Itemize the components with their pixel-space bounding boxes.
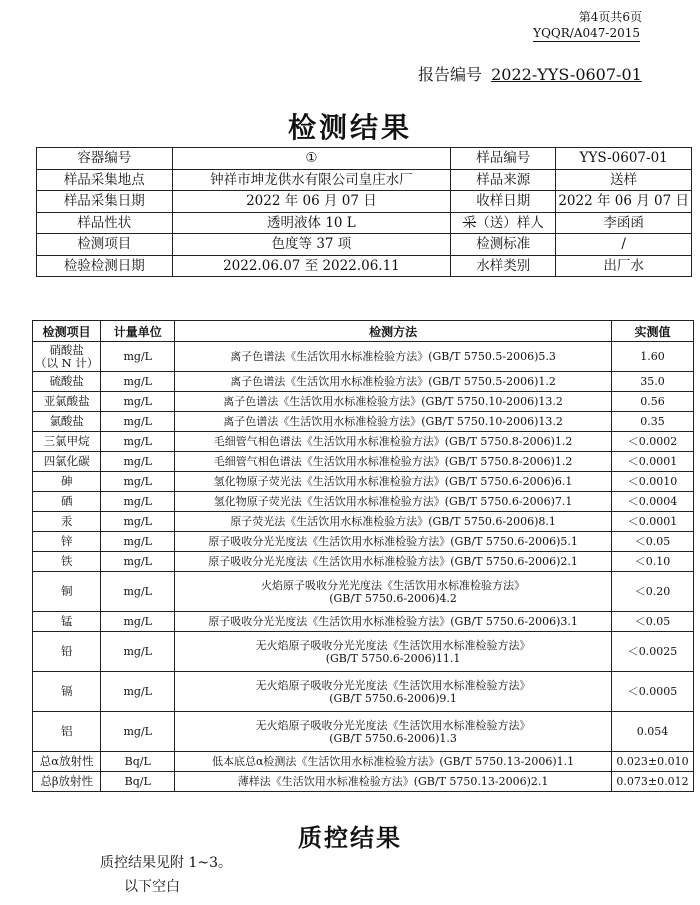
result-method [175, 342, 612, 372]
table-row [33, 412, 694, 432]
result-item [33, 472, 101, 492]
info-value: / [556, 234, 692, 256]
result-item [33, 532, 101, 552]
result-item [33, 752, 101, 772]
result-method [175, 672, 612, 712]
result-item-name: 汞 [60, 514, 73, 528]
info-label: 容器编号 [37, 148, 173, 170]
result-item-name: 硒 [60, 494, 73, 508]
result-method [175, 452, 612, 472]
result-item-note: （以 N 计） [35, 355, 99, 370]
report-number-label: 报告编号 [418, 65, 483, 84]
info-value: 透明液体 10 L [172, 212, 451, 234]
result-method-standard: (GB/T 5750.6-2006)11.1 [325, 651, 461, 665]
result-method-text: 无火焰原子吸收分光光度法《生活饮用水标准检验方法》 [255, 638, 531, 652]
result-method-text: 氢化物原子荧光法《生活饮用水标准检验方法》(GB/T 5750.6-2006)7.1 [213, 495, 573, 508]
result-unit: mg/L [101, 712, 175, 752]
result-unit: mg/L [101, 612, 175, 632]
info-value: 色度等 37 项 [172, 234, 451, 256]
result-method [175, 612, 612, 632]
result-value: ＜0.0004 [612, 492, 694, 512]
result-method [175, 392, 612, 412]
info-value: 出厂水 [556, 255, 692, 277]
info-row [37, 212, 692, 234]
result-method-text: 低本底总α检测法《生活饮用水标准检验方法》(GB/T 5750.13-2006)1.1 [212, 755, 575, 768]
result-method-text: 原子吸收分光光度法《生活饮用水标准检验方法》(GB/T 5750.6-2006)3.1 [208, 615, 578, 628]
info-label: 样品采集日期 [37, 191, 173, 213]
result-method-text: 毛细管气相色谱法《生活饮用水标准检验方法》(GB/T 5750.8-2006)1.2 [213, 435, 573, 448]
result-unit: mg/L [101, 392, 175, 412]
page-title: 检测结果 [287, 111, 412, 144]
table-row [33, 512, 694, 532]
result-method-standard: (GB/T 5750.6-2006)1.3 [329, 731, 457, 745]
info-label: 收样日期 [451, 191, 556, 213]
result-unit: mg/L [101, 492, 175, 512]
result-unit: mg/L [101, 372, 175, 392]
result-method [175, 532, 612, 552]
result-method [175, 372, 612, 392]
result-method-text: 火焰原子吸收分光光度法《生活饮用水标准检验方法》 [261, 578, 526, 592]
report-number-line [418, 62, 642, 85]
info-label: 样品来源 [451, 169, 556, 191]
result-item-name: 总β放射性 [40, 774, 94, 788]
result-item [33, 772, 101, 792]
table-row [33, 532, 694, 552]
result-unit: mg/L [101, 572, 175, 612]
result-item-name: 锰 [60, 614, 73, 628]
report-number: 2022-YYS-0607-01 [491, 65, 642, 84]
result-method [175, 752, 612, 772]
result-unit: mg/L [101, 472, 175, 492]
info-value: ① [172, 148, 451, 170]
qc-title: 质控结果 [298, 823, 402, 852]
struck-text: 采 [462, 214, 477, 231]
result-unit: mg/L [101, 632, 175, 672]
info-row [37, 191, 692, 213]
result-method [175, 492, 612, 512]
result-unit: mg/L [101, 512, 175, 532]
result-item-name: 铁 [60, 554, 73, 568]
result-method-text: 离子色谱法《生活饮用水标准检验方法》(GB/T 5750.10-2006)13.2 [223, 415, 563, 428]
table-row [33, 752, 694, 772]
result-unit: mg/L [101, 342, 175, 372]
info-row [37, 169, 692, 191]
result-value: ＜0.0010 [612, 472, 694, 492]
results-table [32, 320, 694, 792]
result-item [33, 632, 101, 672]
result-method [175, 632, 612, 672]
result-unit: Bq/L [101, 772, 175, 792]
table-row [33, 712, 694, 752]
info-label: 样品性状 [37, 212, 173, 234]
result-item-name: 硫酸盐 [49, 374, 84, 388]
result-item [33, 392, 101, 412]
result-item-name: 氯酸盐 [49, 414, 84, 428]
result-unit: mg/L [101, 412, 175, 432]
result-item-name: 锌 [60, 534, 73, 548]
info-value: 李函函 [556, 212, 692, 234]
result-method-text: 离子色谱法《生活饮用水标准检验方法》(GB/T 5750.10-2006)13.2 [223, 395, 563, 408]
result-method-standard: (GB/T 5750.6-2006)9.1 [329, 691, 457, 705]
table-row [33, 632, 694, 672]
result-item-name: 三氯甲烷 [43, 434, 90, 448]
info-value: 2022 年 06 月 07 日 [172, 191, 451, 213]
result-value: 35.0 [612, 372, 694, 392]
result-value: ＜0.20 [612, 572, 694, 612]
info-value: YYS-0607-01 [556, 148, 692, 170]
info-label-text: （送）样人 [476, 214, 544, 231]
table-row [33, 672, 694, 712]
result-item [33, 342, 101, 372]
info-row [37, 255, 692, 277]
info-label: 样品编号 [451, 148, 556, 170]
result-method [175, 472, 612, 492]
result-unit: mg/L [101, 452, 175, 472]
result-method [175, 712, 612, 752]
result-unit: mg/L [101, 432, 175, 452]
result-item [33, 612, 101, 632]
result-method-text: 无火焰原子吸收分光光度法《生活饮用水标准检验方法》 [255, 678, 531, 692]
result-method-text: 离子色谱法《生活饮用水标准检验方法》(GB/T 5750.5-2006)5.3 [230, 350, 556, 363]
result-value: 0.023±0.010 [612, 752, 694, 772]
result-method [175, 412, 612, 432]
result-value: 0.073±0.012 [612, 772, 694, 792]
result-unit: mg/L [101, 672, 175, 712]
result-method [175, 552, 612, 572]
info-label [451, 212, 556, 234]
column-header: 检测项目 [33, 321, 101, 342]
info-value: 钟祥市坤龙供水有限公司皇庄水厂 [172, 169, 451, 191]
table-row [33, 612, 694, 632]
info-value: 2022.06.07 至 2022.06.11 [172, 255, 451, 277]
result-item-name: 硝酸盐 [49, 342, 84, 357]
result-item [33, 492, 101, 512]
info-label: 检测标准 [451, 234, 556, 256]
result-method [175, 432, 612, 452]
result-item-name: 铝 [60, 724, 73, 738]
table-row [33, 342, 694, 372]
info-label: 水样类别 [451, 255, 556, 277]
info-label: 样品采集地点 [37, 169, 173, 191]
qc-note: 质控结果见附 1~3。 [100, 855, 232, 871]
result-item-name: 总α放射性 [39, 754, 94, 768]
blank-note: 以下空白 [124, 879, 180, 895]
result-value: ＜0.0025 [612, 632, 694, 672]
table-row [33, 452, 694, 472]
result-method [175, 512, 612, 532]
result-method-text: 氢化物原子荧光法《生活饮用水标准检验方法》(GB/T 5750.6-2006)6.1 [213, 475, 573, 488]
result-method [175, 572, 612, 612]
info-label: 检测项目 [37, 234, 173, 256]
document-code: YQQR/A047-2015 [533, 26, 640, 40]
result-value: ＜0.05 [612, 532, 694, 552]
result-value: ＜0.10 [612, 552, 694, 572]
sample-info-table [36, 147, 692, 277]
table-row [33, 772, 694, 792]
result-value: 1.60 [612, 342, 694, 372]
result-unit: mg/L [101, 532, 175, 552]
result-item [33, 552, 101, 572]
result-item [33, 432, 101, 452]
result-unit: Bq/L [101, 752, 175, 772]
result-value: ＜0.0001 [612, 452, 694, 472]
table-row [33, 432, 694, 452]
result-item-name: 铅 [60, 644, 73, 658]
table-row [33, 552, 694, 572]
result-method-text: 原子荧光法《生活饮用水标准检验方法》(GB/T 5750.6-2006)8.1 [230, 515, 556, 528]
result-value: ＜0.0001 [612, 512, 694, 532]
info-row [37, 234, 692, 256]
result-method-text: 原子吸收分光光度法《生活饮用水标准检验方法》(GB/T 5750.6-2006)2.1 [208, 555, 578, 568]
result-method-text: 无火焰原子吸收分光光度法《生活饮用水标准检验方法》 [255, 718, 531, 732]
result-item [33, 452, 101, 472]
info-label: 检验检测日期 [37, 255, 173, 277]
result-item [33, 572, 101, 612]
result-method [175, 772, 612, 792]
column-header: 实测值 [612, 321, 694, 342]
result-item-name: 铜 [60, 584, 73, 598]
result-method-text: 薄样法《生活饮用水标准检验方法》(GB/T 5750.13-2006)2.1 [237, 775, 549, 788]
table-row [33, 372, 694, 392]
result-value: ＜0.05 [612, 612, 694, 632]
result-item [33, 372, 101, 392]
table-row [33, 392, 694, 412]
results-header-row [33, 321, 694, 342]
table-row [33, 492, 694, 512]
result-value: 0.35 [612, 412, 694, 432]
result-value: ＜0.0005 [612, 672, 694, 712]
result-method-text: 离子色谱法《生活饮用水标准检验方法》(GB/T 5750.5-2006)1.2 [230, 375, 556, 388]
column-header: 计量单位 [101, 321, 175, 342]
info-value: 2022 年 06 月 07 日 [556, 191, 692, 213]
info-value: 送样 [556, 169, 692, 191]
result-value: 0.054 [612, 712, 694, 752]
result-item-name: 四氯化碳 [43, 454, 90, 468]
result-item [33, 712, 101, 752]
result-item-name: 砷 [60, 474, 73, 488]
result-unit: mg/L [101, 552, 175, 572]
result-method-text: 原子吸收分光光度法《生活饮用水标准检验方法》(GB/T 5750.6-2006)5.1 [208, 535, 578, 548]
page-indicator: 第4页共6页 [578, 10, 642, 24]
result-item [33, 512, 101, 532]
result-item-name: 亚氯酸盐 [43, 394, 90, 408]
result-item [33, 672, 101, 712]
result-item [33, 412, 101, 432]
result-value: ＜0.0002 [612, 432, 694, 452]
result-value: 0.56 [612, 392, 694, 412]
result-method-text: 毛细管气相色谱法《生活饮用水标准检验方法》(GB/T 5750.8-2006)1.2 [213, 455, 573, 468]
result-item-name: 镉 [60, 684, 73, 698]
table-row [33, 472, 694, 492]
result-method-standard: (GB/T 5750.6-2006)4.2 [329, 591, 457, 605]
info-row [37, 148, 692, 170]
column-header: 检测方法 [175, 321, 612, 342]
table-row [33, 572, 694, 612]
